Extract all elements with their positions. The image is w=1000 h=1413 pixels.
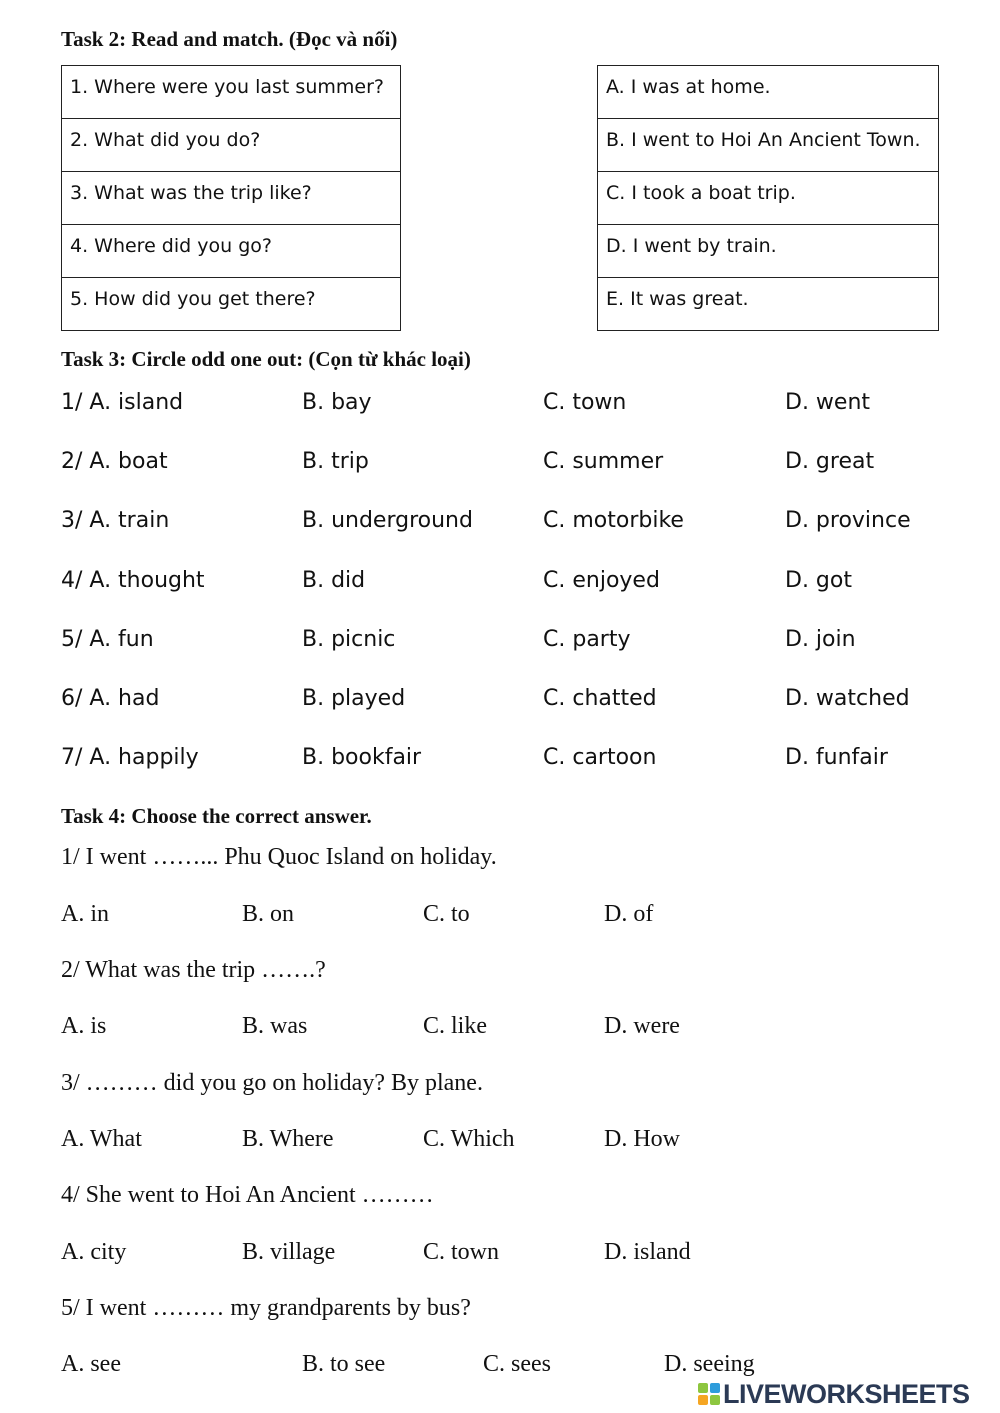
option-a: A. city	[61, 1239, 127, 1265]
option-d: D. seeing	[664, 1351, 755, 1377]
option-a: 4/ A. thought	[61, 568, 205, 593]
question-text: 2/ What was the trip …….?	[61, 957, 326, 983]
question-text: 1/ I went ……... Phu Quoc Island on holiday.	[61, 844, 497, 870]
option-c: C. chatted	[543, 686, 657, 711]
option-b: B. Where	[242, 1126, 334, 1152]
question-cell: 2. What did you do?	[62, 119, 401, 172]
odd-one-out-row	[61, 745, 1000, 779]
option-a: 2/ A. boat	[61, 449, 168, 474]
answer-options	[61, 1126, 961, 1158]
option-b: B. picnic	[302, 627, 396, 652]
option-d: D. province	[785, 508, 911, 533]
option-a: A. What	[61, 1126, 142, 1152]
option-c: C. to	[423, 901, 470, 927]
answer-options	[61, 1013, 961, 1045]
option-d: D. got	[785, 568, 852, 593]
option-d: D. were	[604, 1013, 680, 1039]
option-a: 6/ A. had	[61, 686, 160, 711]
option-c: C. motorbike	[543, 508, 684, 533]
question-cell: 3. What was the trip like?	[62, 172, 401, 225]
option-b: B. was	[242, 1013, 308, 1039]
question-text: 5/ I went ……… my grandparents by bus?	[61, 1295, 471, 1321]
option-c: C. enjoyed	[543, 568, 660, 593]
liveworksheets-logo-icon	[698, 1383, 720, 1405]
option-c: C. summer	[543, 449, 664, 474]
option-a: 3/ A. train	[61, 508, 170, 533]
option-d: D. island	[604, 1239, 691, 1265]
answer-cell: A. I was at home.	[598, 66, 939, 119]
option-d: D. great	[785, 449, 875, 474]
option-a: 5/ A. fun	[61, 627, 154, 652]
option-a: 7/ A. happily	[61, 745, 199, 770]
option-b: B. did	[302, 568, 366, 593]
option-c: C. party	[543, 627, 631, 652]
answer-options	[61, 1239, 961, 1271]
question-cell: 5. How did you get there?	[62, 278, 401, 331]
task3-heading: Task 3: Circle odd one out: (Cọn từ khác loại)	[61, 347, 471, 371]
liveworksheets-logo	[698, 1380, 998, 1408]
option-b: B. underground	[302, 508, 473, 533]
question-cell: 1. Where were you last summer?	[62, 66, 401, 119]
option-d: D. funfair	[785, 745, 888, 770]
odd-one-out-row	[61, 627, 1000, 661]
option-c: C. cartoon	[543, 745, 657, 770]
answer-cell: C. I took a boat trip.	[598, 172, 939, 225]
odd-one-out-row	[61, 568, 1000, 602]
option-c: C. town	[543, 390, 627, 415]
option-a: 1/ A. island	[61, 390, 184, 415]
odd-one-out-row	[61, 449, 1000, 483]
option-c: C. sees	[483, 1351, 551, 1377]
option-d: D. watched	[785, 686, 910, 711]
option-d: D. went	[785, 390, 871, 415]
option-c: C. Which	[423, 1126, 515, 1152]
odd-one-out-row	[61, 686, 1000, 720]
option-a: A. in	[61, 901, 109, 927]
option-b: B. on	[242, 901, 295, 927]
option-c: C. town	[423, 1239, 500, 1265]
odd-one-out-row	[61, 508, 1000, 542]
question-cell: 4. Where did you go?	[62, 225, 401, 278]
answer-cell: B. I went to Hoi An Ancient Town.	[598, 119, 939, 172]
question-text: 3/ ……… did you go on holiday? By plane.	[61, 1070, 483, 1096]
option-c: C. like	[423, 1013, 487, 1039]
option-a: A. see	[61, 1351, 121, 1377]
option-b: B. trip	[302, 449, 369, 474]
task2-heading: Task 2: Read and match. (Đọc và nối)	[61, 27, 398, 51]
option-d: D. join	[785, 627, 856, 652]
answer-cell: E. It was great.	[598, 278, 939, 331]
questions-table	[61, 65, 401, 331]
odd-one-out-row	[61, 390, 1000, 424]
option-d: D. of	[604, 901, 654, 927]
option-b: B. village	[242, 1239, 336, 1265]
option-b: B. bookfair	[302, 745, 422, 770]
answer-options	[61, 901, 961, 933]
option-a: A. is	[61, 1013, 107, 1039]
question-text: 4/ She went to Hoi An Ancient ………	[61, 1182, 434, 1208]
task4-heading: Task 4: Choose the correct answer.	[61, 804, 372, 828]
logo-text: LIVEWORKSHEETS	[723, 1378, 970, 1409]
option-b: B. to see	[302, 1351, 386, 1377]
option-b: B. bay	[302, 390, 372, 415]
answer-cell: D. I went by train.	[598, 225, 939, 278]
option-b: B. played	[302, 686, 406, 711]
option-d: D. How	[604, 1126, 680, 1152]
answers-table	[597, 65, 939, 331]
